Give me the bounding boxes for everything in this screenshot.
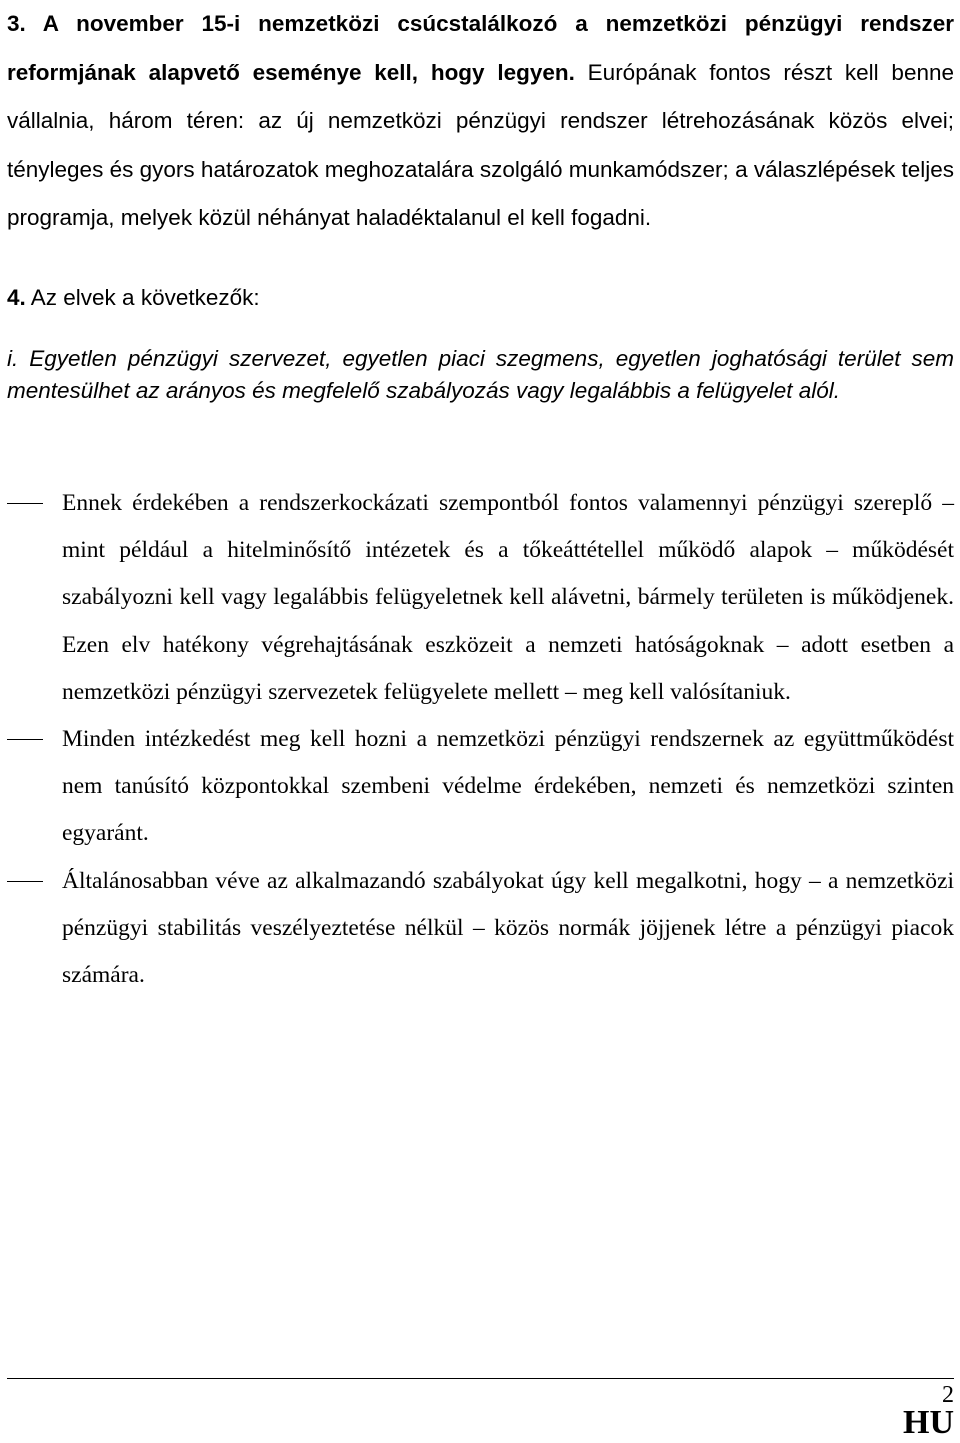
principle-i: i. Egyetlen pénzügyi szervezet, egyetlen piaci szegmens, egyetlen joghatósági terület sem mentesülhet az arányos és megfelelő szabályozás vagy legalábbis a felügyelet alól. (7, 346, 954, 403)
section-3-body: Európának fontos részt kell benne vállalnia, három téren: az új nemzetközi pénzügyi rendszer létrehozásának közös elvei; tényleges és gyors határozatok meghozatalára szolgáló munkamódszer; a válaszlépések teljes programja, melyek közül néhányat haladéktalanul el kell fogadni. (7, 59, 955, 230)
list-item-text: Általánosabban véve az alkalmazandó szabályokat úgy kell megalkotni, hogy – a nemzetközi pénzügyi stabilitás veszélyeztetése nélkül – közös normák jöjjenek létre a pénzügyi piacok számára. (62, 867, 954, 989)
dash-bullet-icon (7, 739, 43, 740)
list-item (7, 480, 954, 716)
section-4-number: 4. (7, 285, 26, 310)
list-item-text: Minden intézkedést meg kell hozni a nemzetközi pénzügyi rendszernek az együttműködést nem tanúsító központokkal szembeni védelme érdekében, nemzeti és nemzetközi szinten egyaránt. (62, 726, 954, 847)
list-item (7, 716, 954, 858)
bullet-list (7, 480, 954, 999)
paragraph-section-3 (7, 0, 954, 243)
paragraph-section-4 (7, 278, 954, 318)
section-3-bold-lead: 3. A november 15-i nemzetközi csúcstalálkozó a nemzetközi pénzügyi rendszer reformjának alapvető eseménye kell, hogy legyen. (7, 11, 954, 85)
dash-bullet-icon (7, 503, 43, 504)
page-number: 2 (942, 1382, 954, 1408)
section-4-heading: Az elvek a következők: (25, 285, 260, 310)
footer-divider (7, 1378, 954, 1379)
dash-bullet-icon (7, 881, 43, 882)
list-item (7, 858, 954, 1000)
language-code: HU (903, 1404, 954, 1441)
list-item-text: Ennek érdekében a rendszerkockázati szempontból fontos valamennyi pénzügyi szereplő – mint például a hitelminősítő intézetek és a tőkeáttétellel működő alapok – működését szabályozni kell vagy legalábbis felügyeletnek kell alávetni, bármely területen is működjenek. Ezen elv hatékony végrehajtásának eszközeit a nemzeti hatóságoknak – adott esetben a nemzetközi pénzügyi szervezetek felügyelete mellett – meg kell valósítaniuk. (62, 490, 954, 705)
